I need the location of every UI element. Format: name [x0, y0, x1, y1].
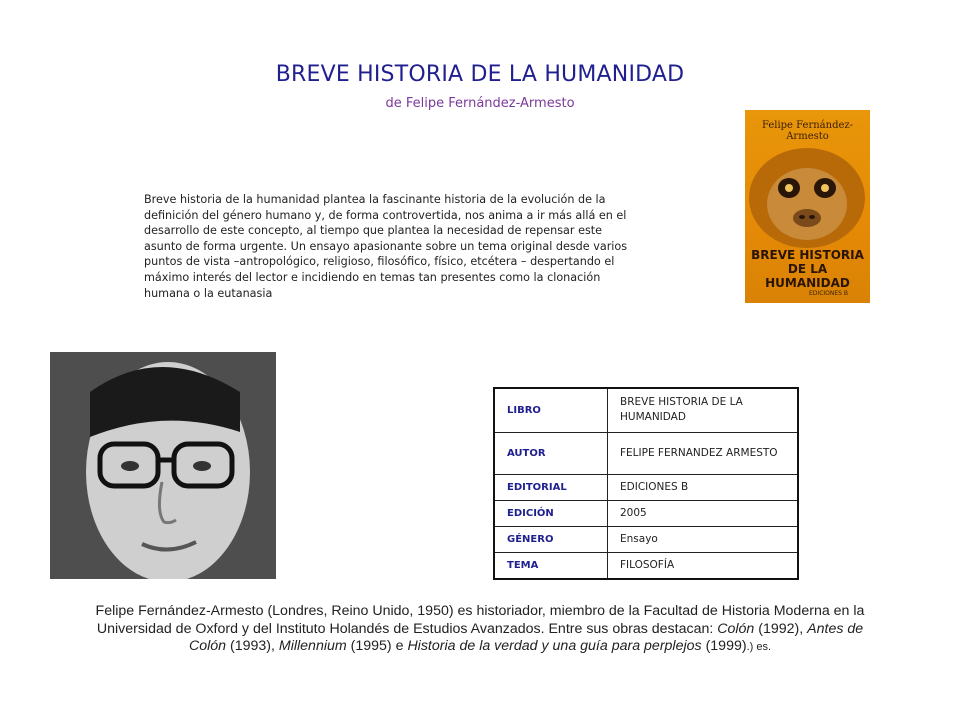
info-value: BREVE HISTORIA DE LA HUMANIDAD — [608, 388, 799, 432]
info-key: LIBRO — [494, 388, 608, 432]
book-info-table — [493, 387, 799, 580]
info-key: EDICIÓN — [494, 500, 608, 526]
page-subtitle: de Felipe Fernández-Armesto — [385, 96, 575, 111]
info-value: FILOSOFÍA — [608, 552, 799, 579]
bio-text: Felipe Fernández-Armesto (Londres, Reino Unido, 1950) es historiador, miembro de la Facultad de Historia Moderna en la Universidad de Oxford y del Instituto Holandés de Estudios Avanzados. Entre sus obras destacan: — [95, 603, 865, 637]
info-value: EDICIONES B — [608, 474, 799, 500]
table-row — [494, 474, 798, 500]
bio-text: (1999) — [701, 638, 747, 655]
info-key: AUTOR — [494, 432, 608, 474]
page-title: BREVE HISTORIA DE LA HUMANIDAD — [275, 62, 685, 87]
work-title: Millennium — [278, 638, 347, 655]
info-value: FELIPE FERNANDEZ ARMESTO — [608, 432, 799, 474]
table-row — [494, 500, 798, 526]
cover-title-line2: DE LA HUMANIDAD — [765, 262, 850, 290]
info-value: 2005 — [608, 500, 799, 526]
cover-author: Felipe Fernández-Armesto — [761, 120, 854, 142]
table-row — [494, 432, 798, 474]
bio-text: (1995) e — [346, 638, 408, 655]
author-biography — [80, 603, 880, 657]
author-photo — [50, 352, 276, 579]
table-row — [494, 552, 798, 579]
work-title: Antes de Colón — [188, 620, 864, 655]
info-key: GÉNERO — [494, 526, 608, 552]
book-description: Breve historia de la humanidad plantea la fascinante historia de la evolución de la definición del género humano y, de forma controvertida, nos anima a ir más allá en el desarrollo de este concepto, al tiempo que plantea la necesidad de repensar este asunto de forma urgente. Un ensayo apasionante sobre un tema original desde varios puntos de vista –antropológico, religioso, filosófico, físico, etcétera – despertando el máximo interés del lector e incidiendo en temas tan presentes como la clonación humana o la eutanasia — [144, 193, 628, 300]
cover-title — [745, 248, 870, 290]
book-cover — [745, 110, 870, 303]
table-row — [494, 388, 798, 432]
bio-tail: .) es. — [746, 641, 772, 654]
work-title: Historia de la verdad y una guía para perplejos — [407, 638, 702, 655]
monkey-face-icon — [745, 138, 870, 248]
bio-text: (1992), — [754, 620, 808, 637]
cover-title-line1: BREVE HISTORIA — [751, 248, 864, 262]
info-key: EDITORIAL — [494, 474, 608, 500]
info-value: Ensayo — [608, 526, 799, 552]
cover-publisher: EDICIONES B — [809, 290, 848, 297]
table-row — [494, 526, 798, 552]
work-title: Colón — [717, 620, 755, 637]
bio-text: (1993), — [226, 638, 279, 655]
author-portrait-icon — [50, 352, 276, 579]
info-key: TEMA — [494, 552, 608, 579]
